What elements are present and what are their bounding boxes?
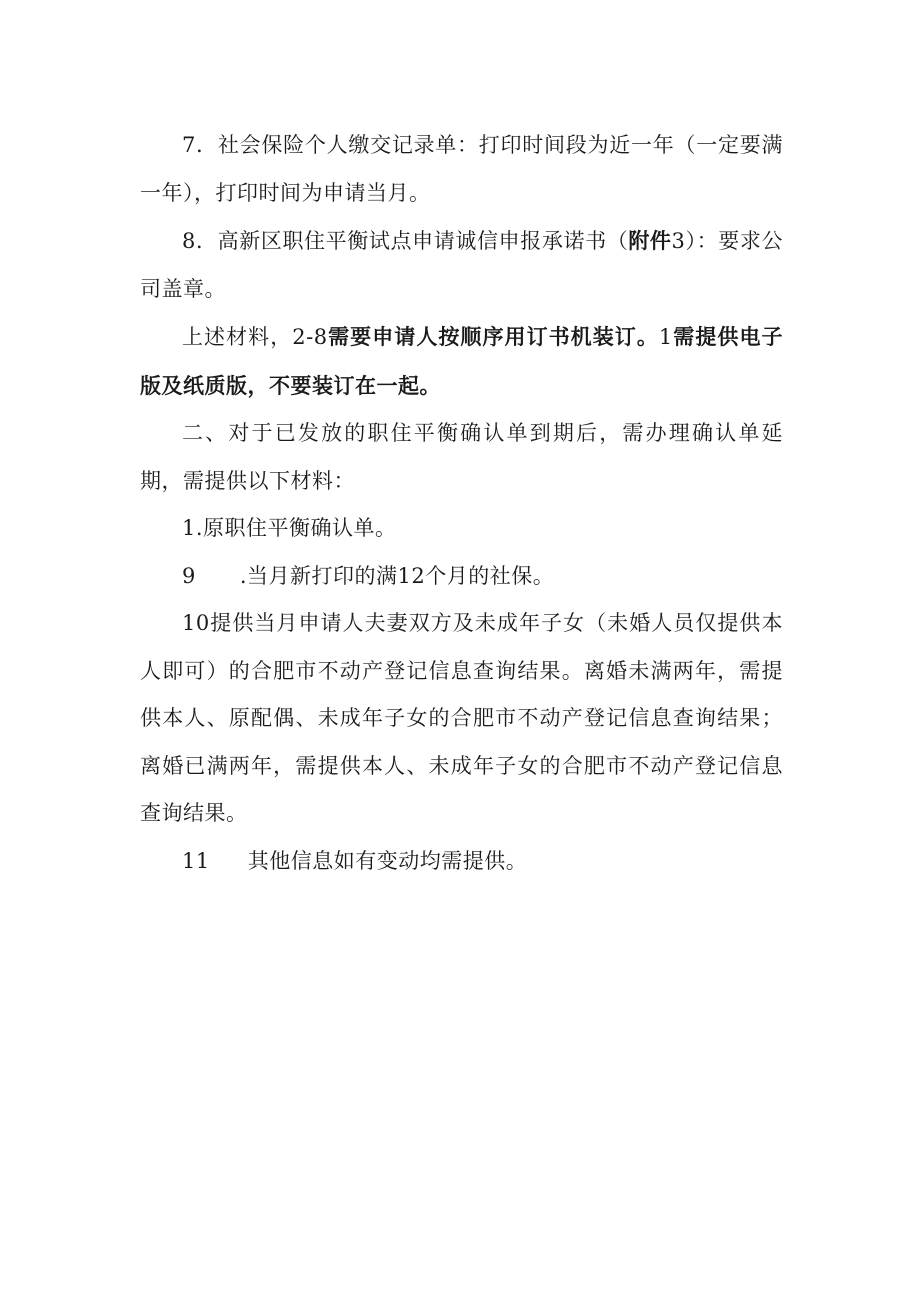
- item-1-text: 1.原职住平衡确认单。: [182, 516, 397, 540]
- item-7-text: 7．社会保险个人缴交记录单：打印时间段为近一年（一定要满一年），打印时间为申请当月。: [140, 133, 783, 205]
- item-8-bold: 附件: [628, 228, 672, 253]
- paragraph-summary: [140, 313, 783, 410]
- item-11-number: 11: [182, 848, 210, 873]
- paragraph-item-7: [140, 122, 783, 217]
- summary-prefix: 上述材料，2-8: [182, 325, 328, 349]
- summary-mid: 1: [658, 325, 673, 349]
- item-11-text: 其他信息如有变动均需提供。: [247, 848, 528, 873]
- paragraph-section-2: [140, 410, 783, 505]
- item-10-text: 10提供当月申请人夫妻双方及未成年子女（未婚人员仅提供本人即可）的合肥市不动产登记信息查询结果。离婚未满两年，需提供本人、原配偶、未成年子女的合肥市不动产登记信息查询结果；离婚已满两年，需提供本人、未成年子女的合肥市不动产登记信息查询结果。: [140, 611, 783, 825]
- paragraph-item-8: [140, 217, 783, 313]
- paragraph-item-1: [140, 505, 783, 553]
- item-8-prefix: 8．高新区职住平衡试点申请诚信申报承诺书（: [182, 229, 629, 253]
- summary-bold-1: 需要申请人按顺序用订书机装订。: [327, 324, 659, 349]
- paragraph-item-11: [140, 838, 783, 886]
- item-9-text: .当月新打印的满12个月的社保。: [239, 563, 555, 588]
- section-2-text: 二、对于已发放的职住平衡确认单到期后，需办理确认单延期，需提供以下材料：: [140, 421, 783, 493]
- document-page: [140, 122, 783, 885]
- paragraph-item-9: [140, 553, 783, 601]
- item-8-suffix: 3）：要求公司盖章。: [140, 229, 783, 301]
- summary-bold-2: 需提供电子版及纸质版，不要装订在一起。: [140, 324, 783, 398]
- paragraph-item-10: [140, 600, 783, 838]
- item-9-number: 9: [182, 563, 196, 588]
